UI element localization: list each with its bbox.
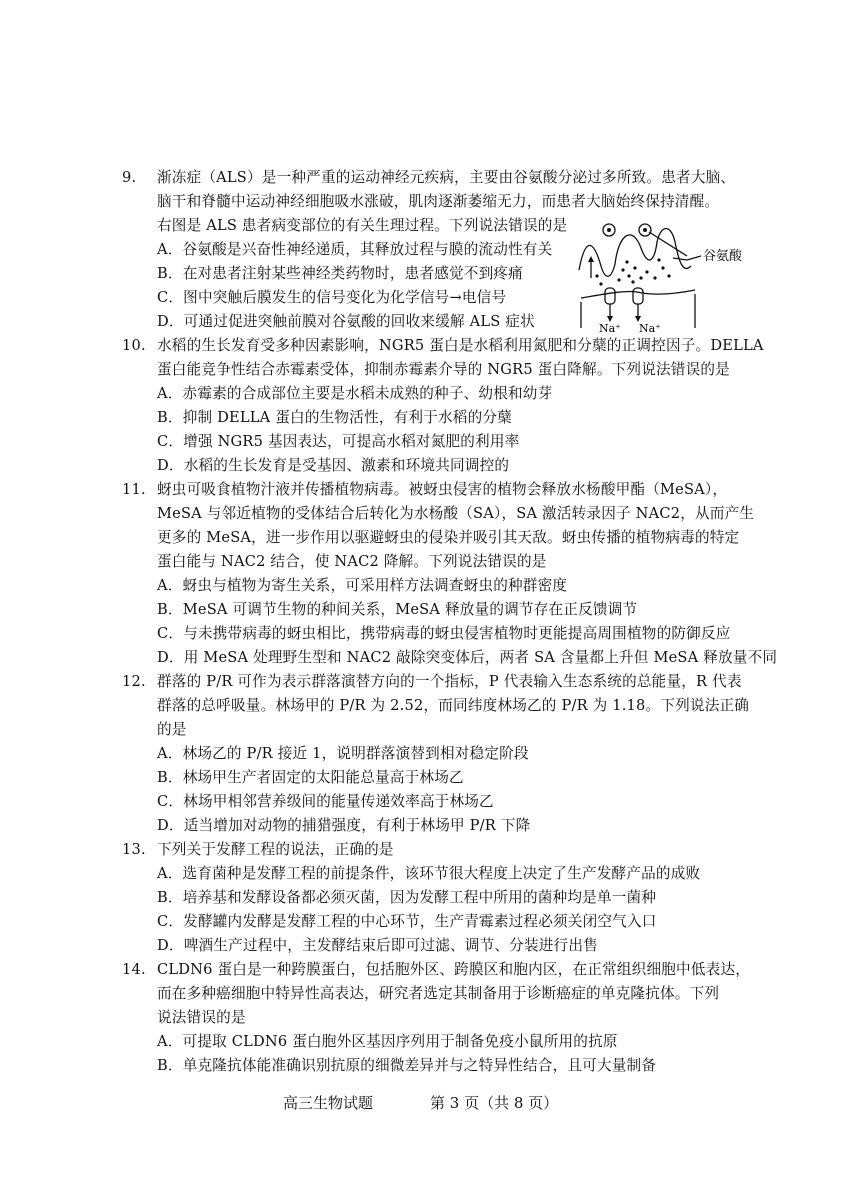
q12-stem-line-3: 的是 bbox=[157, 721, 187, 738]
q9-stem-line-3: 右图是 ALS 患者病变部位的有关生理过程。下列说法错误的是 bbox=[157, 217, 568, 234]
q13-option-a: A．选育菌种是发酵工程的前提条件，该环节很大程度上决定了生产发酵产品的成败 bbox=[157, 865, 701, 882]
glutamate-label: 谷氨酸 bbox=[703, 249, 743, 264]
q12-option-b: B．林场甲生产者固定的太阳能总量高于林场乙 bbox=[157, 769, 464, 786]
q11-option-a: A．蚜虫与植物为寄生关系，可采用样方法调查蚜虫的种群密度 bbox=[157, 577, 568, 594]
receptor-channel bbox=[633, 288, 643, 304]
sodium-label-2: Na⁺ bbox=[639, 322, 661, 335]
q11-stem-line-3: 更多的 MeSA，进一步作用以驱避蚜虫的侵染并吸引其天敌。蚜虫传播的植物病毒的特定 bbox=[157, 529, 740, 546]
q14-option-a: A．可提取 CLDN6 蛋白胞外区基因序列用于制备免疫小鼠所用的抗原 bbox=[157, 1033, 618, 1050]
q12-stem-line-1: 群落的 P/R 可作为表示群落演替方向的一个指标，P 代表输入生态系统的总能量，R 代表 bbox=[157, 673, 742, 690]
q11-option-c: C．与未携带病毒的蚜虫相比，携带病毒的蚜虫侵害植物时更能提高周围植物的防御反应 bbox=[157, 625, 731, 642]
q10-number: 10. bbox=[122, 337, 146, 354]
q12-number: 12. bbox=[122, 673, 146, 690]
q9-option-a: A．谷氨酸是兴奋性神经递质，其释放过程与膜的流动性有关 bbox=[157, 241, 553, 258]
q12-stem-line-2: 群落的总呼吸量。林场甲的 P/R 为 2.52，而同纬度林场乙的 P/R 为 1.18。下列说法正确 bbox=[157, 697, 750, 714]
q9-stem-line-2: 脑干和脊髓中运动神经细胞吸水涨破，肌肉逐渐萎缩无力，而患者大脑始终保持清醒。 bbox=[157, 193, 720, 210]
q13-option-c: C．发酵罐内发酵是发酵工程的中心环节，生产青霉素过程必须关闭空气入口 bbox=[157, 913, 657, 930]
q11-stem-line-4: 蛋白能与 NAC2 结合，使 NAC2 降解。下列说法错误的是 bbox=[157, 553, 547, 570]
footer-subject: 高三生物试题 bbox=[283, 1094, 374, 1112]
q10-option-a: A．赤霉素的合成部位主要是水稻未成熟的种子、幼根和幼芽 bbox=[157, 385, 553, 402]
q11-number: 11. bbox=[122, 481, 146, 498]
q10-option-b: B．抑制 DELLA 蛋白的生物活性，有利于水稻的分蘖 bbox=[157, 409, 512, 426]
q14-stem-line-2: 而在多种癌细胞中特异性高表达，研究者选定其制备用于诊断癌症的单克隆抗体。下列 bbox=[157, 985, 720, 1002]
q10-option-c: C．增强 NGR5 基因表达，可提高水稻对氮肥的利用率 bbox=[157, 433, 520, 450]
q14-number: 14. bbox=[122, 961, 146, 978]
q11-option-d: D．用 MeSA 处理野生型和 NAC2 敲除突变体后，两者 SA 含量都上升但 MeSA 释放量不同 bbox=[157, 649, 778, 666]
q9-number: 9. bbox=[122, 169, 137, 186]
q9-stem-line-1: 渐冻症（ALS）是一种严重的运动神经元疾病，主要由谷氨酸分泌过多所致。患者大脑、 bbox=[157, 169, 736, 186]
q12-option-a: A．林场乙的 P/R 接近 1，说明群落演替到相对稳定阶段 bbox=[157, 745, 529, 762]
q10-stem-line-1: 水稻的生长发育受多种因素影响，NGR5 蛋白是水稻利用氮肥和分蘖的正调控因子。DELLA bbox=[157, 337, 764, 354]
q14-stem-line-1: CLDN6 蛋白是一种跨膜蛋白，包括胞外区、跨膜区和胞内区，在正常组织细胞中低表达， bbox=[157, 961, 751, 978]
synapse-diagram bbox=[575, 218, 765, 336]
receptor-channel bbox=[605, 288, 615, 304]
q11-stem-line-1: 蚜虫可吸食植物汁液并传播植物病毒。被蚜虫侵害的植物会释放水杨酸甲酯（MeSA）， bbox=[157, 481, 728, 498]
sodium-label-1: Na⁺ bbox=[599, 322, 621, 335]
q12-option-d: D．适当增加对动物的捕猎强度，有利于林场甲 P/R 下降 bbox=[157, 817, 531, 834]
q13-number: 13. bbox=[122, 841, 146, 858]
postsynaptic-membrane bbox=[581, 290, 695, 298]
q9-option-d: D．可通过促进突触前膜对谷氨酸的回收来缓解 ALS 症状 bbox=[157, 313, 535, 330]
q9-option-b: B．在对患者注射某些神经类药物时，患者感觉不到疼痛 bbox=[157, 265, 523, 282]
q13-option-b: B．培养基和发酵设备都必须灭菌，因为发酵工程中所用的菌种均是单一菌种 bbox=[157, 889, 657, 906]
q13-option-d: D．啤酒生产过程中，主发酵结束后即可过滤、调节、分装进行出售 bbox=[157, 937, 598, 954]
q11-stem-line-2: MeSA 与邻近植物的受体结合后转化为水杨酸（SA），SA 激活转录因子 NAC2，从而产生 bbox=[157, 505, 755, 522]
q10-option-d: D．水稻的生长发育是受基因、激素和环境共同调控的 bbox=[157, 457, 510, 474]
q11-option-b: B．MeSA 可调节生物的种间关系，MeSA 释放量的调节存在正反馈调节 bbox=[157, 601, 638, 618]
q14-option-b: B．单克隆抗体能准确识别抗原的细微差异并与之特异性结合，且可大量制备 bbox=[157, 1057, 657, 1074]
q9-option-c: C．图中突触后膜发生的信号变化为化学信号→电信号 bbox=[157, 289, 507, 306]
q13-stem-line-1: 下列关于发酵工程的说法，正确的是 bbox=[157, 841, 394, 858]
q10-stem-line-2: 蛋白能竞争性结合赤霉素受体，抑制赤霉素介导的 NGR5 蛋白降解。下列说法错误的是 bbox=[157, 361, 730, 378]
q14-stem-line-3: 说法错误的是 bbox=[157, 1009, 246, 1026]
footer-page-number: 第 3 页（共 8 页） bbox=[430, 1094, 559, 1112]
q12-option-c: C．林场甲相邻营养级间的能量传递效率高于林场乙 bbox=[157, 793, 494, 810]
